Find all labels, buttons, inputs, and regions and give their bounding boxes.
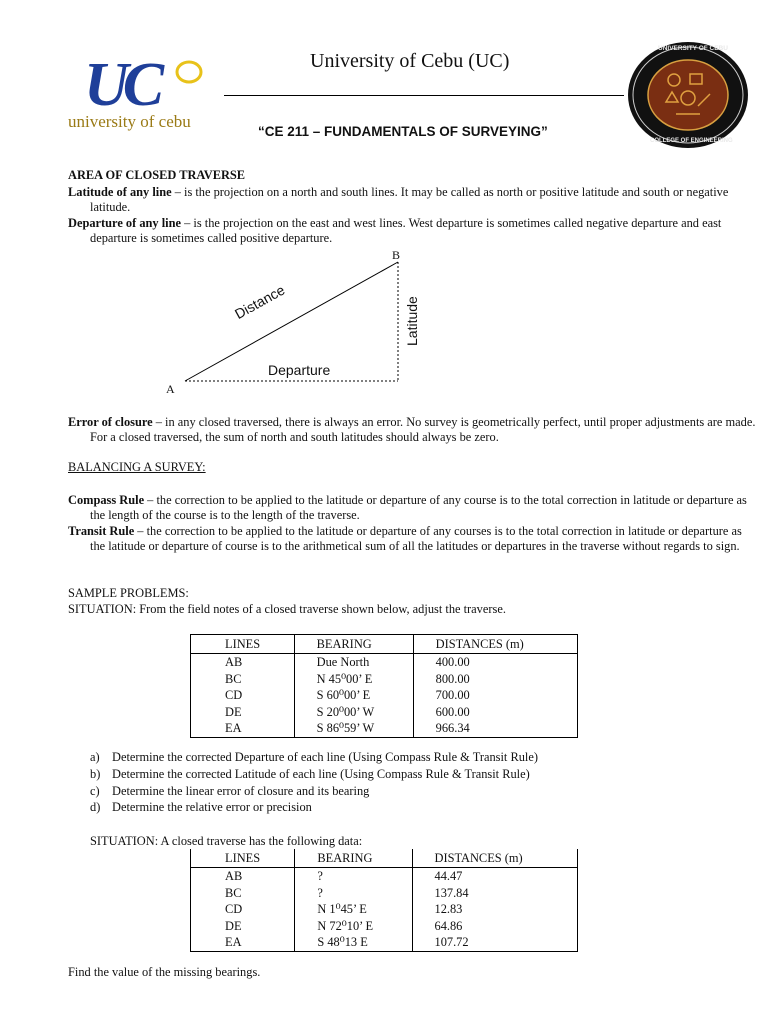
latitude-term: Latitude of any line [68,185,172,199]
table-cell: S 86⁰59’ W [294,720,413,737]
table-row [191,901,578,918]
uc-logo [64,51,214,136]
departure-label: Departure [268,362,331,378]
table-header-row [191,849,578,868]
question-item [90,766,730,783]
table-cell: AB [225,655,243,669]
point-a-label: A [166,382,175,396]
college-seal-graphic [626,40,750,150]
column-header: BEARING [294,635,413,654]
table-row [191,687,578,704]
table-cell: S 60⁰00’ E [294,687,413,704]
question-list [90,749,730,816]
departure-definition [68,216,756,245]
uc-logo-text: university of cebu [68,112,191,131]
situation-2: SITUATION: A closed traverse has the following data: [90,834,363,848]
departure-text: – is the projection on the east and west lines. West departure is sometimes called negative departure and east departure is sometimes called positive departure. [90,216,722,245]
table-cell: 64.86 [412,918,578,935]
column-header: LINES [191,849,295,868]
latitude-text: – is the projection on a north and south lines. It may be called as north or positive latitude and south or negative latitude. [90,185,729,214]
question-item [90,799,730,816]
table-row [191,720,578,737]
table-cell: BC [225,671,242,686]
table-cell: ? [295,885,412,902]
question-marker: d) [90,800,101,815]
question-text: Determine the relative error or precision [112,800,312,815]
table-cell: AB [225,869,243,883]
course-title: “CE 211 – FUNDAMENTALS OF SURVEYING” [258,124,548,139]
question-text: Determine the linear error of closure and its bearing [112,783,370,798]
table-row [191,671,578,688]
table-cell: CD [225,902,243,917]
table-header-row [191,635,578,654]
column-header: DISTANCES (m) [412,849,578,868]
balancing-heading: BALANCING A SURVEY: [68,460,206,474]
closure-term: Error of closure [68,415,153,429]
table-row [191,654,578,671]
table-cell: 800.00 [413,671,577,688]
table-row [191,885,578,902]
closure-text: – in any closed traversed, there is always an error. No survey is geometrically perfect, until proper adjustments are made. For a closed traversed, the sum of north and south latitudes should always be zero. [90,415,756,444]
compass-term: Compass Rule [68,493,145,507]
transit-text: – the correction to be applied to the latitude or departure of any courses is to the total correction in latitude or departure as the latitude or departure of course is to the arithmetical sum of all the latitudes or departures in the traverse without regards to sign. [90,524,742,553]
situation-1: SITUATION: From the field notes of a closed traverse shown below, adjust the traverse. [68,602,506,616]
question-item [90,749,730,766]
table-cell: 700.00 [413,687,577,704]
column-header: BEARING [295,849,412,868]
table-cell: CD [225,688,243,703]
table-cell: S 20⁰00’ W [294,704,413,721]
point-b-label: B [392,248,401,262]
traverse-table-2 [190,849,578,952]
table-row [191,918,578,935]
distance-label: Distance [232,281,288,322]
seal-bottom-text: COLLEGE OF ENGINEERING [650,138,733,144]
table-cell: EA [225,935,242,950]
table-cell: 44.47 [412,868,578,885]
latitude-label: Latitude [404,296,420,346]
university-title: University of Cebu (UC) [310,50,510,72]
table-cell: 966.34 [413,720,577,737]
transit-term: Transit Rule [68,524,135,538]
question-item [90,783,730,800]
departure-term: Departure of any line [68,216,181,230]
table-row [191,704,578,721]
compass-text: – the correction to be applied to the latitude or departure of any course is to the total correction in latitude or departure as the length of the course is to the length of the traverse. [90,493,747,522]
table-cell: EA [225,721,242,736]
table-cell: BC [225,885,242,900]
table-cell: N 72⁰10’ E [295,918,412,935]
table-row [191,868,578,885]
table-row [191,934,578,951]
table-cell: N 1⁰45’ E [295,901,412,918]
table-cell: Due North [294,654,413,671]
college-seal [626,40,750,150]
table-cell: ? [295,868,412,885]
question-marker: c) [90,783,100,798]
table-cell: S 48⁰13 E [295,934,412,951]
table-cell: 400.00 [413,654,577,671]
question-marker: b) [90,766,101,781]
latitude-definition [68,185,750,214]
table-cell: 600.00 [413,704,577,721]
header-rule [224,95,624,96]
column-header: LINES [191,635,295,654]
uc-logo-swoosh [64,56,214,116]
question-marker: a) [90,750,100,764]
table-cell: 137.84 [412,885,578,902]
traverse-table-1 [190,634,578,738]
table-cell: N 45⁰00’ E [294,671,413,688]
table-cell: 107.72 [412,934,578,951]
question-text: Determine the corrected Departure of each line (Using Compass Rule & Transit Rule) [112,750,538,764]
transit-rule [68,524,756,553]
error-of-closure [68,415,756,444]
table-cell: 12.83 [412,901,578,918]
compass-rule [68,493,756,522]
final-instruction: Find the value of the missing bearings. [68,965,261,979]
table-cell: DE [225,918,242,933]
section-title: AREA OF CLOSED TRAVERSE [68,168,246,182]
table-cell: DE [225,704,242,719]
column-header: DISTANCES (m) [413,635,577,654]
sample-problems-heading: SAMPLE PROBLEMS: [68,586,189,600]
uc-logo-mark: UC [84,51,159,119]
question-text: Determine the corrected Latitude of each line (Using Compass Rule & Transit Rule) [112,766,530,781]
seal-top-text: UNIVERSITY OF CEBU [658,45,728,52]
